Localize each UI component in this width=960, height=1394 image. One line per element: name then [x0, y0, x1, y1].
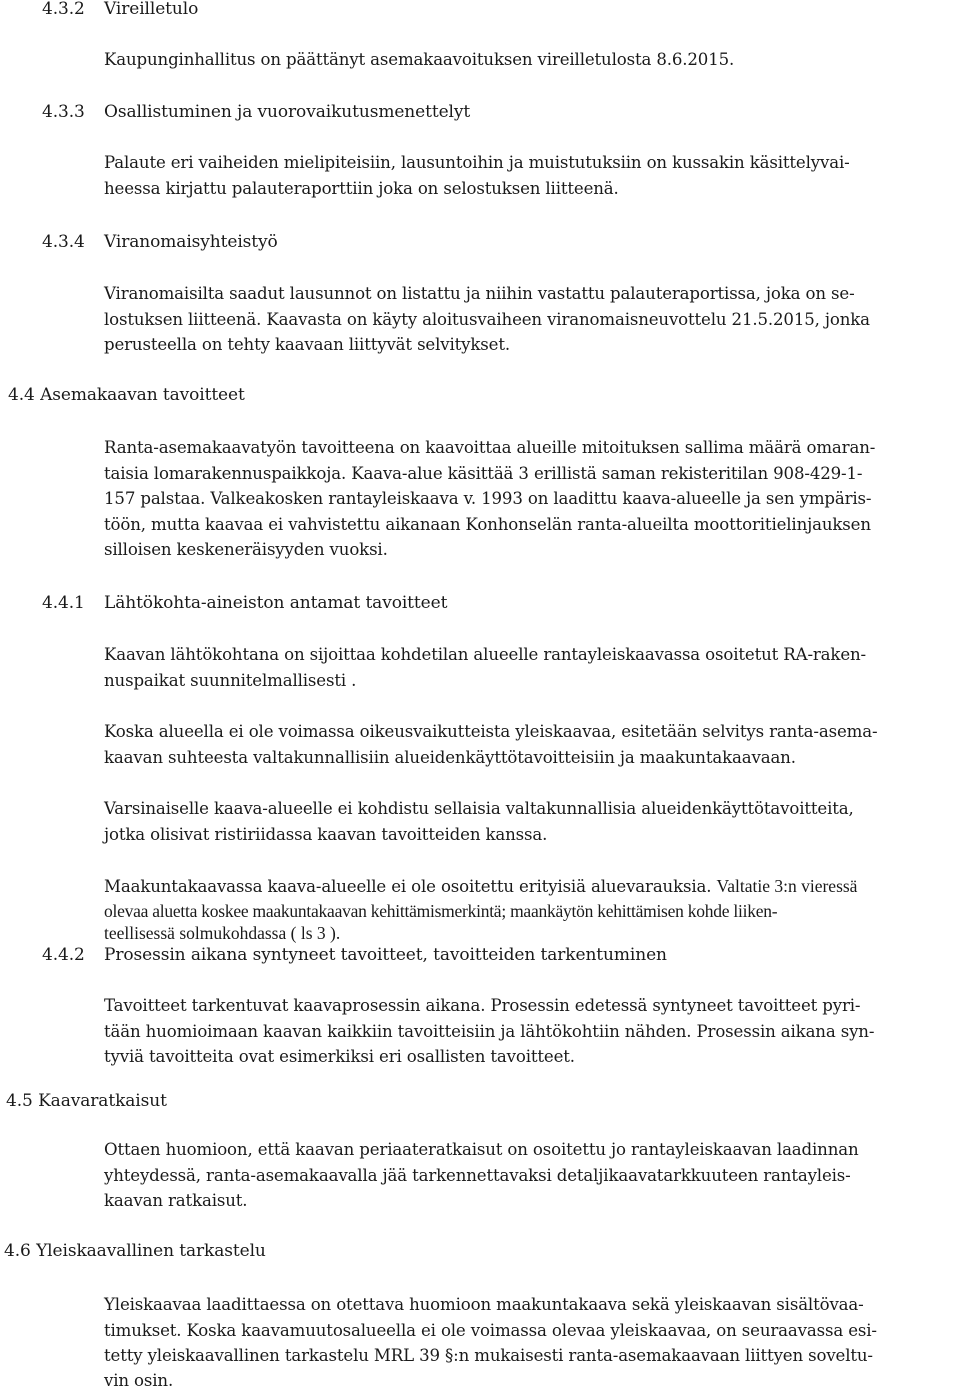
paragraph-fragment: Maakuntakaavassa kaava-alueelle ei ole osoitettu erityisiä aluevarauksia. [104, 877, 712, 896]
paragraph-line: tetty yleiskaavallinen tarkastelu MRL 39 §:n mukaisesti ranta-asemakaavaan liittyen soveltu- [104, 1346, 873, 1365]
section-heading-4-4-2 [42, 942, 667, 968]
paragraph-line: silloisen keskeneräisyyden vuoksi. [104, 540, 388, 559]
paragraph-line: perusteella on tehty kaavaan liittyvät selvitykset. [104, 335, 510, 354]
paragraph-line: Yleiskaavaa laadittaessa on otettava huomioon maakuntakaava sekä yleiskaavan sisältövaa- [104, 1295, 864, 1314]
section-heading-4-3-2 [42, 0, 198, 22]
section-number: 4.6 [4, 1241, 31, 1261]
paragraph-line: kaavan ratkaisut. [104, 1191, 248, 1210]
paragraph-line: vin osin. [104, 1371, 174, 1390]
section-title: Osallistuminen ja vuorovaikutusmenettelyt [104, 102, 471, 122]
paragraph-line: Palaute eri vaiheiden mielipiteisiin, lausuntoihin ja muistutuksiin on kussakin käsittelyvai- [104, 153, 850, 172]
section-number: 4.4 [8, 385, 35, 405]
paragraph-line: Koska alueella ei ole voimassa oikeusvaikutteista yleiskaavaa, esitetään selvitys ranta-asema- [104, 722, 878, 741]
paragraph-line: Viranomaisilta saadut lausunnot on listattu ja niihin vastattu palauteraportissa, joka on se- [104, 284, 855, 303]
section-heading-4-3-3 [42, 99, 470, 125]
paragraph-line: heessa kirjattu palauteraporttiin joka on selostuksen liitteenä. [104, 179, 619, 198]
section-heading-4-5 [6, 1088, 167, 1114]
section-title: Viranomaisyhteistyö [104, 232, 278, 252]
paragraph-line: taisia lomarakennuspaikkoja. Kaava-alue käsittää 3 erillistä saman rekisteritilan 908-429-1- [104, 464, 863, 483]
section-title: Prosessin aikana syntyneet tavoitteet, tavoitteiden tarkentuminen [104, 945, 667, 965]
paragraph-line: 157 palstaa. Valkeakosken rantayleiskaava v. 1993 on laadittu kaava-alueelle ja sen ympäris- [104, 489, 872, 508]
paragraph-line: tään huomioimaan kaavan kaikkiin tavoitteisiin ja lähtökohtiin nähden. Prosessin aikana syn- [104, 1022, 875, 1041]
paragraph-line: teellisessä solmukohdassa ( ls 3 ). [104, 923, 341, 943]
section-heading-4-3-4 [42, 229, 278, 255]
paragraph-line: tyviä tavoitteita ovat esimerkiksi eri osallisten tavoitteet. [104, 1047, 575, 1066]
paragraph-line: olevaa aluetta koskee maakuntakaavan kehittämismerkintä; maankäytön kehittämisen kohde liiken- [104, 901, 778, 921]
section-number: 4.5 [6, 1091, 33, 1111]
section-heading-4-4 [8, 382, 245, 408]
paragraph-fragment: Valtatie 3:n vieressä [716, 876, 858, 896]
paragraph-line: Ranta-asemakaavatyön tavoitteena on kaavoittaa alueille mitoituksen sallima määrä omaran- [104, 438, 876, 457]
section-title: Vireilletulo [104, 0, 199, 19]
paragraph-line: Kaupunginhallitus on päättänyt asemakaavoituksen vireilletulosta 8.6.2015. [104, 50, 735, 69]
paragraph-line [104, 873, 857, 900]
section-title: Kaavaratkaisut [38, 1091, 167, 1111]
paragraph-line: jotka olisivat ristiriidassa kaavan tavoitteiden kanssa. [104, 825, 548, 844]
paragraph-line: Varsinaiselle kaava-alueelle ei kohdistu sellaisia valtakunnallisia alueidenkäyttötavoitteita, [104, 799, 854, 818]
section-number: 4.3.2 [42, 0, 85, 19]
paragraph-line: lostuksen liitteenä. Kaavasta on käyty aloitusvaiheen viranomaisneuvottelu 21.5.2015, jonka [104, 310, 870, 329]
section-title: Asemakaavan tavoitteet [40, 385, 245, 405]
section-number: 4.3.4 [42, 232, 85, 252]
section-heading-4-4-1 [42, 590, 447, 616]
paragraph-line: Tavoitteet tarkentuvat kaavaprosessin aikana. Prosessin edetessä syntyneet tavoitteet pyri- [104, 996, 861, 1015]
section-number: 4.3.3 [42, 102, 85, 122]
section-number: 4.4.1 [42, 593, 85, 613]
paragraph-line: kaavan suhteesta valtakunnallisiin alueidenkäyttötavoitteisiin ja maakuntakaavaan. [104, 748, 796, 767]
section-title: Yleiskaavallinen tarkastelu [36, 1241, 266, 1261]
paragraph-line: töön, mutta kaavaa ei vahvistettu aikanaan Konhonselän ranta-alueilta moottoritielinjauksen [104, 515, 871, 534]
paragraph-line: yhteydessä, ranta-asemakaavalla jää tarkennettavaksi detaljikaavatarkkuuteen rantayleis- [104, 1166, 851, 1185]
section-number: 4.4.2 [42, 945, 85, 965]
section-title: Lähtökohta-aineiston antamat tavoitteet [104, 593, 448, 613]
paragraph-line: Ottaen huomioon, että kaavan periaateratkaisut on osoitettu jo rantayleiskaavan laadinnan [104, 1140, 859, 1159]
paragraph-line: Kaavan lähtökohtana on sijoittaa kohdetilan alueelle rantayleiskaavassa osoitetut RA-raken- [104, 645, 866, 664]
paragraph-line: nuspaikat suunnitelmallisesti . [104, 671, 357, 690]
section-heading-4-6 [4, 1238, 266, 1264]
paragraph-line: timukset. Koska kaavamuutosalueella ei ole voimassa olevaa yleiskaavaa, on seuraavassa esi- [104, 1321, 877, 1340]
